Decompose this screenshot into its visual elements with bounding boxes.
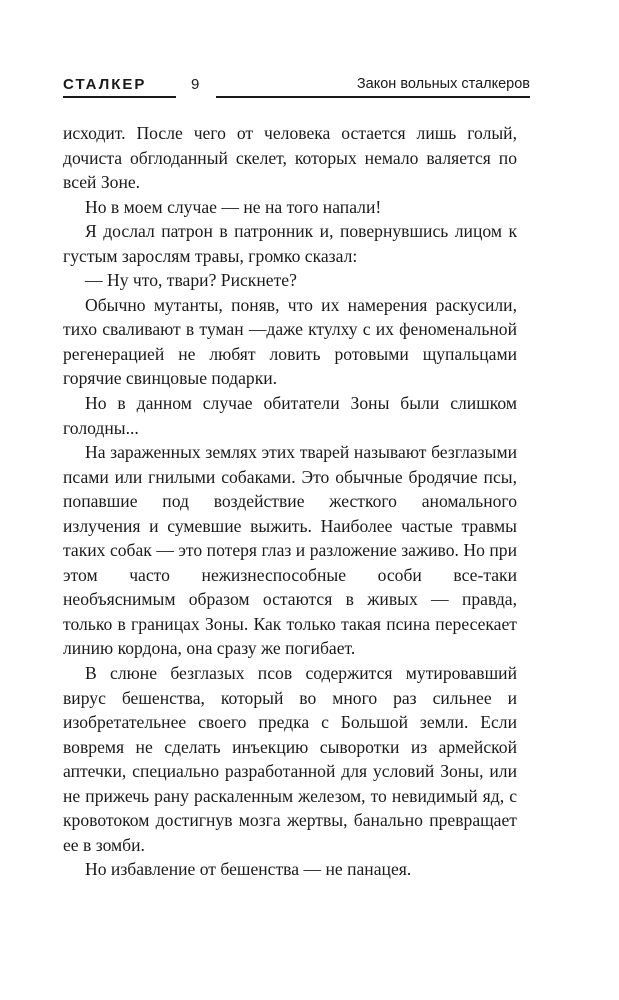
paragraph: Обычно мутанты, поняв, что их намерения раскусили, тихо сваливают в туман —даже ктулху с их феноменальной регенерацией не любят ловить ротовыми щупальцами горячие свинцовые подарки. xyxy=(63,294,517,389)
paragraph: исходит. После чего от человека остается лишь голый, дочиста обглоданный скелет, которых немало валяется по всей Зоне. xyxy=(63,123,517,193)
book-title: Закон вольных сталкеров xyxy=(356,76,530,92)
running-header xyxy=(63,76,530,98)
paragraph: В слюне безглазых псов содержится мутировавший вирус бешенства, который во много раз сильнее и изобретательнее своего предка с Большой земли. Если вовремя не сделать инъекцию сыворотки из армейской аптечки, специально разработанной для условий Зоны, или не прижечь рану раскаленным железом, то невидимый яд, с кровотоком достигнув мозга жертвы, банально превращает ее в зомби. xyxy=(63,663,517,855)
paragraph: Но в данном случае обитатели Зоны были слишком голодны... xyxy=(63,393,517,438)
series-title: СТАЛКЕР xyxy=(63,76,147,93)
paragraph: Но в моем случае — не на того напали! xyxy=(85,196,382,217)
header-rule-right xyxy=(216,96,530,98)
dialogue-line: — Ну что, твари? Рискнете? xyxy=(85,270,297,291)
page-number: 9 xyxy=(191,76,200,93)
paragraph: На зараженных землях этих тварей называют безглазыми псами или гнилыми собаками. Это обычные бродячие псы, попавшие под воздействие жесткого аномального излучения и сумевшие выжить. Наиболее частые травмы таких собак — это потеря глаз и разложение заживо. Но при этом часто нежизнеспособные особи все-таки необъяснимым образом остаются в живых — правда, только в границах Зоны. Как только такая псина пересекает линию кордона, она сразу же погибает. xyxy=(63,442,517,659)
page-body xyxy=(63,121,517,882)
paragraph: Я дослал патрон в патронник и, повернувшись лицом к густым зарослям травы, громко сказал: xyxy=(63,221,517,266)
header-rule-left xyxy=(63,96,176,98)
paragraph: Но избавление от бешенства — не панацея. xyxy=(85,859,412,880)
